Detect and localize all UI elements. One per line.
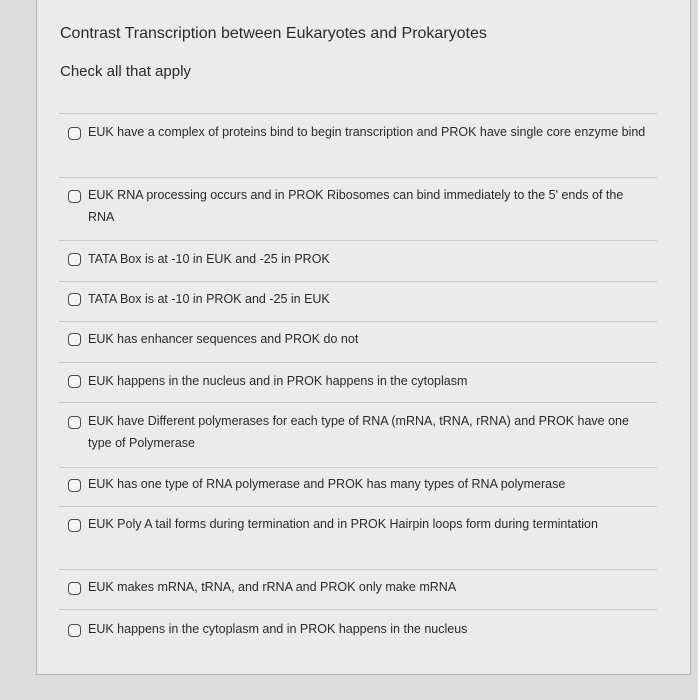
option-checkbox[interactable] bbox=[68, 190, 81, 203]
option-checkbox[interactable] bbox=[68, 333, 81, 346]
divider bbox=[59, 609, 657, 610]
option-checkbox[interactable] bbox=[68, 293, 81, 306]
divider bbox=[59, 467, 657, 468]
option-checkbox[interactable] bbox=[68, 519, 81, 532]
divider bbox=[59, 240, 657, 241]
divider bbox=[59, 321, 657, 322]
option-checkbox[interactable] bbox=[68, 582, 81, 595]
option-label: EUK happens in the cytoplasm and in PROK happens in the nucleus bbox=[88, 622, 468, 636]
divider bbox=[59, 506, 657, 507]
option-checkbox[interactable] bbox=[68, 479, 81, 492]
divider bbox=[59, 177, 657, 178]
option-label: TATA Box is at -10 in PROK and -25 in EUK bbox=[88, 292, 330, 306]
option-checkbox[interactable] bbox=[68, 624, 81, 637]
option-label: EUK have Different polymerases for each type of RNA (mRNA, tRNA, rRNA) and PROK have one type of Polymerase bbox=[88, 414, 629, 450]
option-checkbox[interactable] bbox=[68, 375, 81, 388]
option-checkbox[interactable] bbox=[68, 253, 81, 266]
option-label: EUK has enhancer sequences and PROK do not bbox=[88, 332, 359, 346]
option-label: EUK has one type of RNA polymerase and PROK has many types of RNA polymerase bbox=[88, 477, 566, 491]
divider bbox=[59, 281, 657, 282]
divider bbox=[59, 569, 657, 570]
question-title: Contrast Transcription between Eukaryotes and Prokaryotes bbox=[60, 25, 487, 42]
option-label: EUK happens in the nucleus and in PROK happens in the cytoplasm bbox=[88, 374, 468, 388]
option-label: EUK have a complex of proteins bind to begin transcription and PROK have single core enzyme bind bbox=[88, 125, 646, 139]
divider bbox=[59, 113, 657, 114]
question-card bbox=[36, 0, 691, 675]
option-label: EUK Poly A tail forms during termination and in PROK Hairpin loops form during termintation bbox=[88, 517, 598, 531]
divider bbox=[59, 402, 657, 403]
option-checkbox[interactable] bbox=[68, 127, 81, 140]
option-label: TATA Box is at -10 in EUK and -25 in PROK bbox=[88, 252, 330, 266]
divider bbox=[59, 362, 657, 363]
option-label: EUK makes mRNA, tRNA, and rRNA and PROK only make mRNA bbox=[88, 580, 457, 594]
option-checkbox[interactable] bbox=[68, 416, 81, 429]
question-instruction: Check all that apply bbox=[60, 63, 191, 80]
option-label: EUK RNA processing occurs and in PROK Ribosomes can bind immediately to the 5' ends of the RNA bbox=[88, 188, 624, 224]
